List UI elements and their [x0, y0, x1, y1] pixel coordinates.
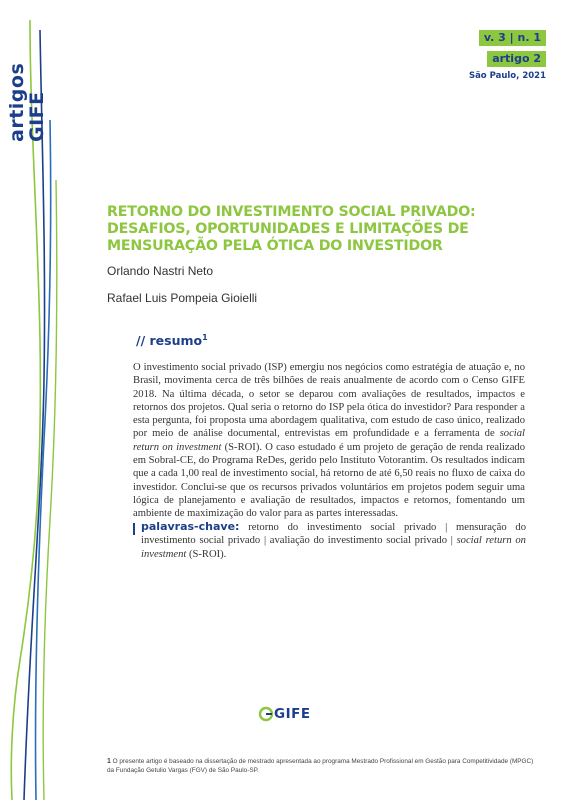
gife-logo-text: GIFE: [274, 706, 311, 722]
place-year: São Paulo, 2021: [468, 71, 546, 81]
author-2: Rafael Luis Pompeia Gioielli: [107, 291, 258, 305]
article-badge: artigo 2: [487, 51, 546, 67]
article-title: RETORNO DO INVESTIMENTO SOCIAL PRIVADO: DESAFIOS, OPORTUNIDADES E LIMITAÇÕES DE MENSURAÇÃO PELA ÓTICA DO INVESTIDOR: [107, 204, 476, 254]
issue-info: [469, 28, 546, 81]
brand-line1: artigos: [6, 62, 28, 142]
footnote: [107, 757, 537, 775]
brand-line2: GIFE: [26, 91, 48, 142]
author-1: Orlando Nastri Neto: [107, 264, 214, 278]
abstract-part2: (S-ROI). O caso estudado é um projeto de geração de renda realizado em Sobral-CE, do Programa ReDes, gerido pelo Instituto Votorantim. Os resultados indicam que a cada 1,00 real de investimento social, há retorno de até 6,50 reais no fluxo de caixa do investidor. Conclui-se que os recursos privados voluntários em projetos podem seguir uma lógica de planejamento e avaliação de resultados, impactos e retornos, fomentando um ambiente de maximização do valor para as partes interessadas.: [133, 441, 525, 520]
resumo-label: resumo: [149, 333, 203, 349]
gife-logo-icon: [258, 706, 274, 722]
keywords-text: retorno do investimento social privado | mensuração do investimento social privado | avaliação do investimento social privado |: [141, 522, 526, 547]
keywords-italic: social return on investment: [141, 535, 526, 560]
footnote-text: O presente artigo é baseado na dissertação de mestrado apresentada ao programa Mestrado Profissional em Gestão para Competitividade (MPGC) da Fundação Getulio Vargas (FGV) de São Paulo-SP.: [107, 758, 534, 774]
abstract-text: [133, 361, 525, 521]
gife-logo: [258, 706, 311, 722]
keywords-bar: [133, 523, 135, 535]
footnote-number: 1: [107, 758, 111, 765]
resumo-heading: [136, 333, 208, 348]
keywords-label: palavras-chave:: [141, 520, 240, 533]
keywords-end: (S-ROI).: [186, 548, 227, 560]
resumo-footnote-ref: 1: [202, 333, 208, 342]
volume-badge: v. 3 | n. 1: [479, 30, 546, 46]
abstract-italic: social return on investment: [133, 428, 525, 453]
keywords: [141, 520, 526, 561]
abstract-part1: O investimento social privado (ISP) emergiu nos negócios como estratégia de atuação e, no Brasil, movimenta cerca de três bilhões de reais anualmente de acordo com o Censo GIFE 2018. Na última década, o setor se deparou com avaliações de resultados, impactos e retornos dos projetos. Qual seria o retorno do ISP pela ótica do investidor? Para responder a esta pergunta, foi proposta uma abordagem qualitativa, com estudo de caso único, realizado por meio de análise documental, entrevistas em profundidade e a ferramenta de: [133, 362, 525, 440]
resumo-marker: //: [136, 333, 146, 349]
brand-vertical: [4, 62, 54, 168]
